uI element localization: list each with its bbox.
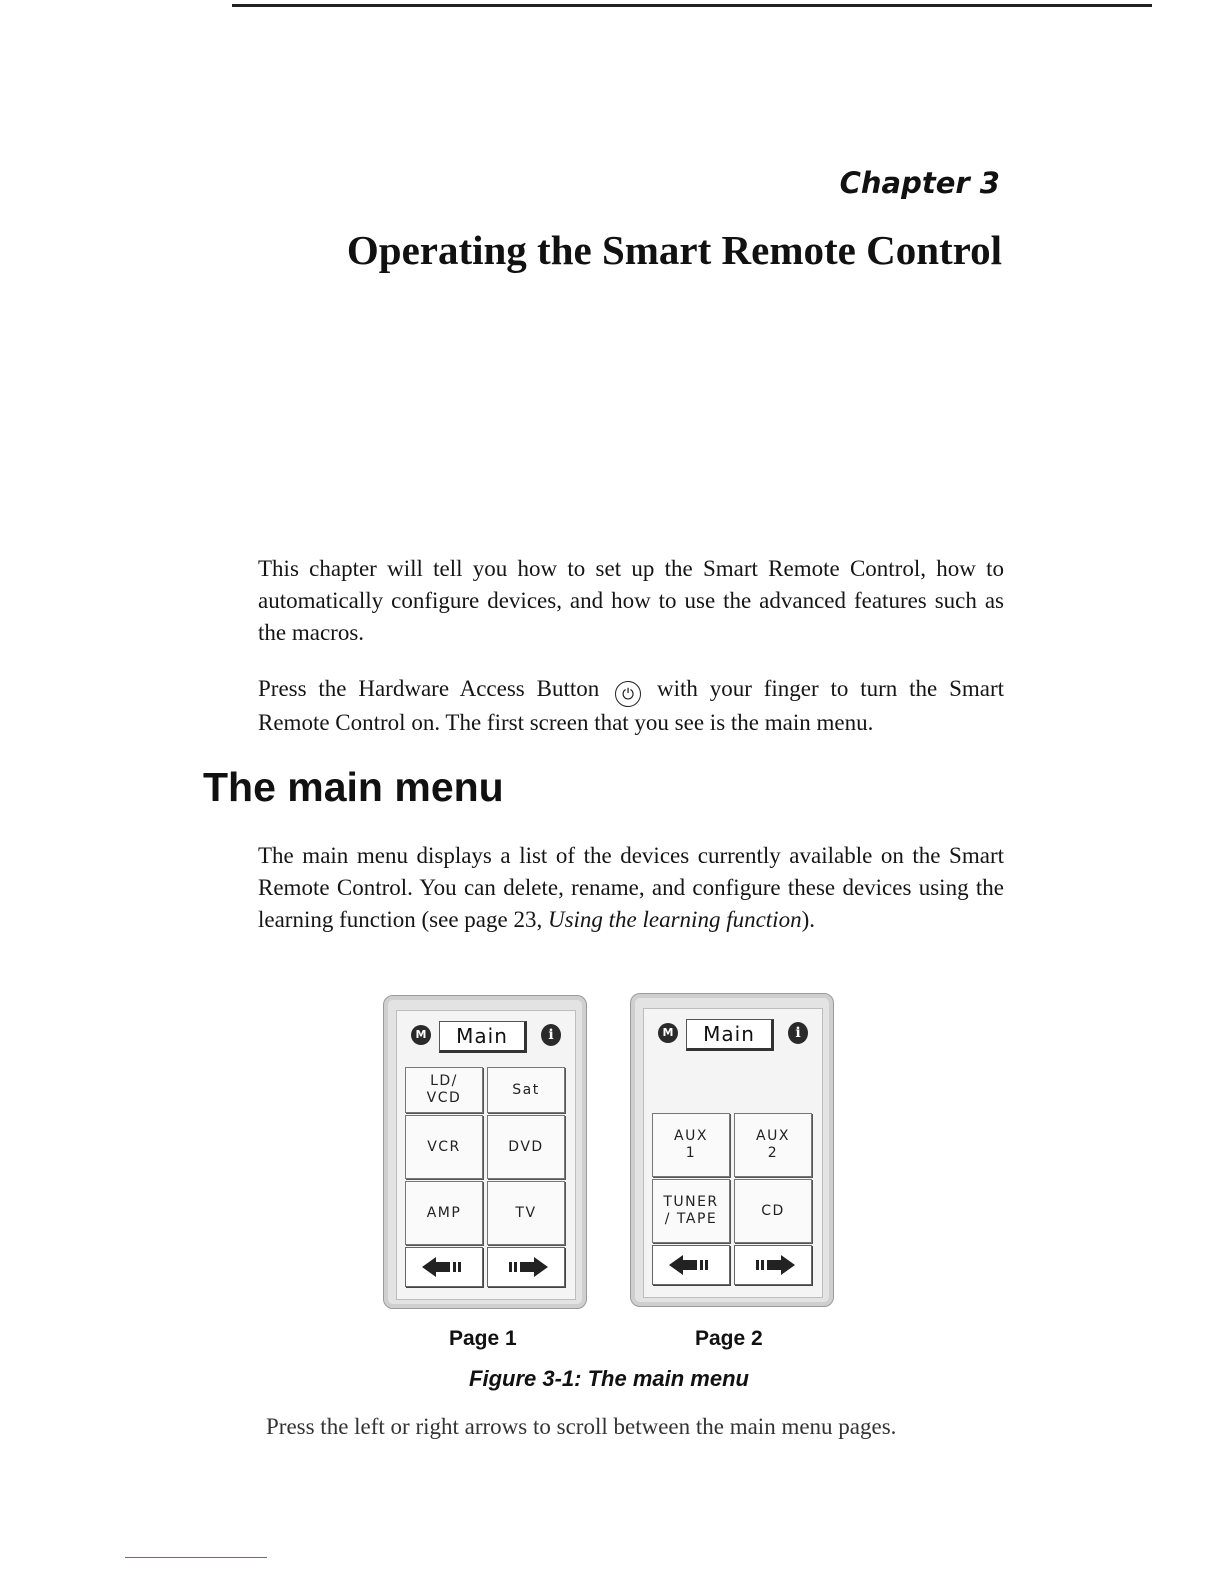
device-button-dvd[interactable]: DVD xyxy=(487,1115,565,1179)
page-2-label: Page 2 xyxy=(695,1327,763,1350)
device-button-aux-1[interactable]: AUX 1 xyxy=(652,1113,730,1177)
right-arrow-button[interactable] xyxy=(487,1247,565,1287)
chapter-label: Chapter 3 xyxy=(839,166,1000,200)
device-button-tuner-tape[interactable]: TUNER / TAPE xyxy=(652,1179,730,1243)
power-paragraph-end: with your finger to turn the Smart Remote Control on. The first screen that you see is the main menu. xyxy=(258,676,1005,735)
figure-caption xyxy=(0,1366,1224,1392)
device-button-cd[interactable]: CD xyxy=(734,1179,812,1243)
m-icon[interactable]: M xyxy=(411,1025,431,1045)
right-arrow-button[interactable] xyxy=(734,1245,812,1285)
left-arrow-button[interactable] xyxy=(652,1245,730,1285)
info-icon[interactable]: i xyxy=(788,1022,808,1044)
power-button-icon: ⏻ xyxy=(615,681,641,707)
intro-paragraph: This chapter will tell you how to set up the Smart Remote Control, how to automatically configure devices, and how to use the advanced features such as the macros. xyxy=(258,556,1004,645)
remote-screen-page-2 xyxy=(630,993,834,1307)
device-button-tv[interactable]: TV xyxy=(487,1181,565,1245)
remote-screen-page-1 xyxy=(383,995,587,1309)
power-paragraph xyxy=(258,673,1004,739)
device-button-vcr[interactable]: VCR xyxy=(405,1115,483,1179)
left-arrow-icon xyxy=(422,1257,466,1277)
right-arrow-icon xyxy=(504,1257,548,1277)
main-title: Main xyxy=(686,1019,774,1051)
section-heading: The main menu xyxy=(203,764,504,810)
power-paragraph-start: Press the Hardware Access Button xyxy=(258,676,600,701)
main-menu-paragraph xyxy=(258,840,1004,936)
screen-area xyxy=(396,1010,576,1300)
figure-caption-text: Figure 3-1: The main menu xyxy=(469,1366,749,1391)
closing-paragraph: Press the left or right arrows to scroll between the main menu pages. xyxy=(266,1414,897,1439)
m-icon[interactable]: M xyxy=(658,1023,678,1043)
main-menu-paragraph-end: ). xyxy=(801,907,815,932)
top-rule xyxy=(232,4,1152,7)
title-bar xyxy=(644,1009,822,1061)
left-arrow-icon xyxy=(669,1255,713,1275)
cross-reference: Using the learning function xyxy=(547,907,802,932)
info-icon[interactable]: i xyxy=(541,1024,561,1046)
right-arrow-icon xyxy=(751,1255,795,1275)
title-bar xyxy=(397,1011,575,1063)
chapter-title: Operating the Smart Remote Control xyxy=(346,227,1002,273)
device-button-aux-2[interactable]: AUX 2 xyxy=(734,1113,812,1177)
device-button-sat[interactable]: Sat xyxy=(487,1067,565,1113)
screen-area xyxy=(643,1008,823,1298)
device-button-amp[interactable]: AMP xyxy=(405,1181,483,1245)
device-button-ld-vcd[interactable]: LD/ VCD xyxy=(405,1067,483,1113)
left-arrow-button[interactable] xyxy=(405,1247,483,1287)
bottom-rule xyxy=(125,1557,267,1558)
main-menu-paragraph-start: The main menu displays a list of the devices currently available on the Smart Remote Control. You can delete, rename, and configure these devices using the learning function (see page 23, xyxy=(258,843,1004,932)
main-title: Main xyxy=(439,1021,527,1053)
page-1-label: Page 1 xyxy=(449,1327,517,1350)
